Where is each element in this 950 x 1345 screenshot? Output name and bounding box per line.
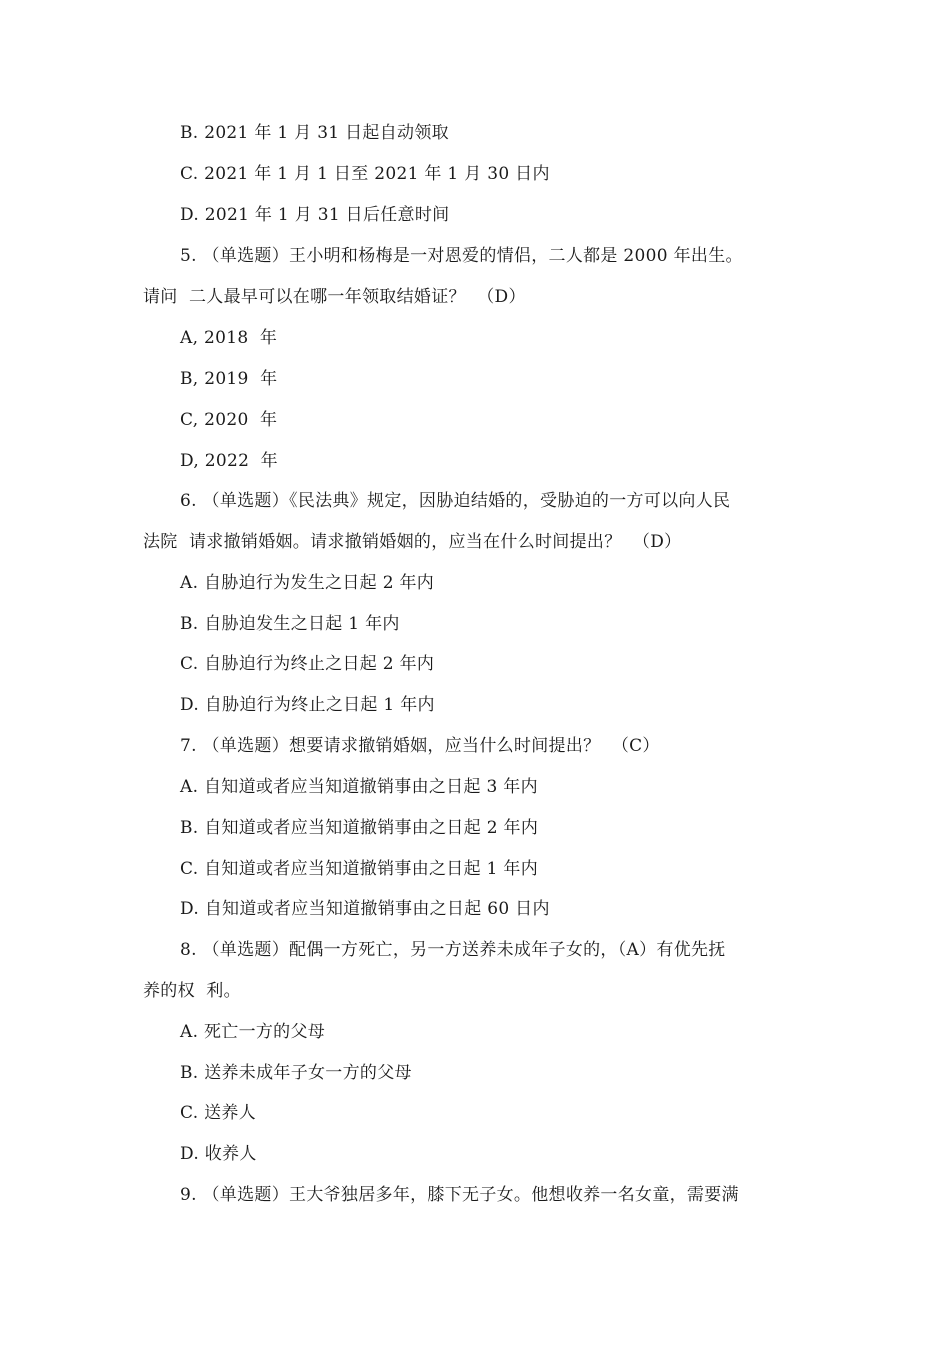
- question-line: 7. （单选题）想要请求撤销婚姻，应当什么时间提出？ （C）: [180, 736, 660, 756]
- option-line: B. 自知道或者应当知道撤销事由之日起 2 年内: [180, 818, 539, 838]
- option-line: C. 自知道或者应当知道撤销事由之日起 1 年内: [180, 859, 539, 879]
- option-line: D. 自知道或者应当知道撤销事由之日起 60 日内: [180, 899, 550, 919]
- question-continuation: 请问 二人最早可以在哪一年领取结婚证？ （D）: [143, 287, 526, 307]
- question-line: 5. （单选题）王小明和杨梅是一对恩爱的情侣，二人都是 2000 年出生。: [180, 246, 743, 266]
- option-line: D. 2021 年 1 月 31 日后任意时间: [180, 205, 450, 225]
- option-line: D, 2022 年: [180, 451, 278, 471]
- question-line: 9. （单选题）王大爷独居多年，膝下无子女。他想收养一名女童，需要满: [180, 1185, 739, 1205]
- question-line: 8. （单选题）配偶一方死亡，另一方送养未成年子女的，（A）有优先抚: [180, 940, 726, 960]
- option-line: B. 自胁迫发生之日起 1 年内: [180, 614, 400, 634]
- option-line: B. 送养未成年子女一方的父母: [180, 1063, 412, 1083]
- option-line: C. 自胁迫行为终止之日起 2 年内: [180, 654, 435, 674]
- option-line: A. 自知道或者应当知道撤销事由之日起 3 年内: [180, 777, 538, 797]
- option-line: A. 死亡一方的父母: [180, 1022, 326, 1042]
- option-line: C, 2020 年: [180, 410, 278, 430]
- question-continuation: 养的权 利。: [143, 981, 241, 1001]
- option-line: A. 自胁迫行为发生之日起 2 年内: [180, 573, 435, 593]
- option-line: D. 自胁迫行为终止之日起 1 年内: [180, 695, 435, 715]
- option-line: B, 2019 年: [180, 369, 278, 389]
- option-line: C. 送养人: [180, 1103, 257, 1123]
- option-line: C. 2021 年 1 月 1 日至 2021 年 1 月 30 日内: [180, 164, 550, 184]
- option-line: A, 2018 年: [180, 328, 278, 348]
- question-line: 6. （单选题）《民法典》规定，因胁迫结婚的，受胁迫的一方可以向人民: [180, 491, 731, 511]
- option-line: D. 收养人: [180, 1144, 257, 1164]
- option-line: B. 2021 年 1 月 31 日起自动领取: [180, 123, 449, 143]
- question-continuation: 法院 请求撤销婚姻。请求撤销婚姻的，应当在什么时间提出？ （D）: [143, 532, 682, 552]
